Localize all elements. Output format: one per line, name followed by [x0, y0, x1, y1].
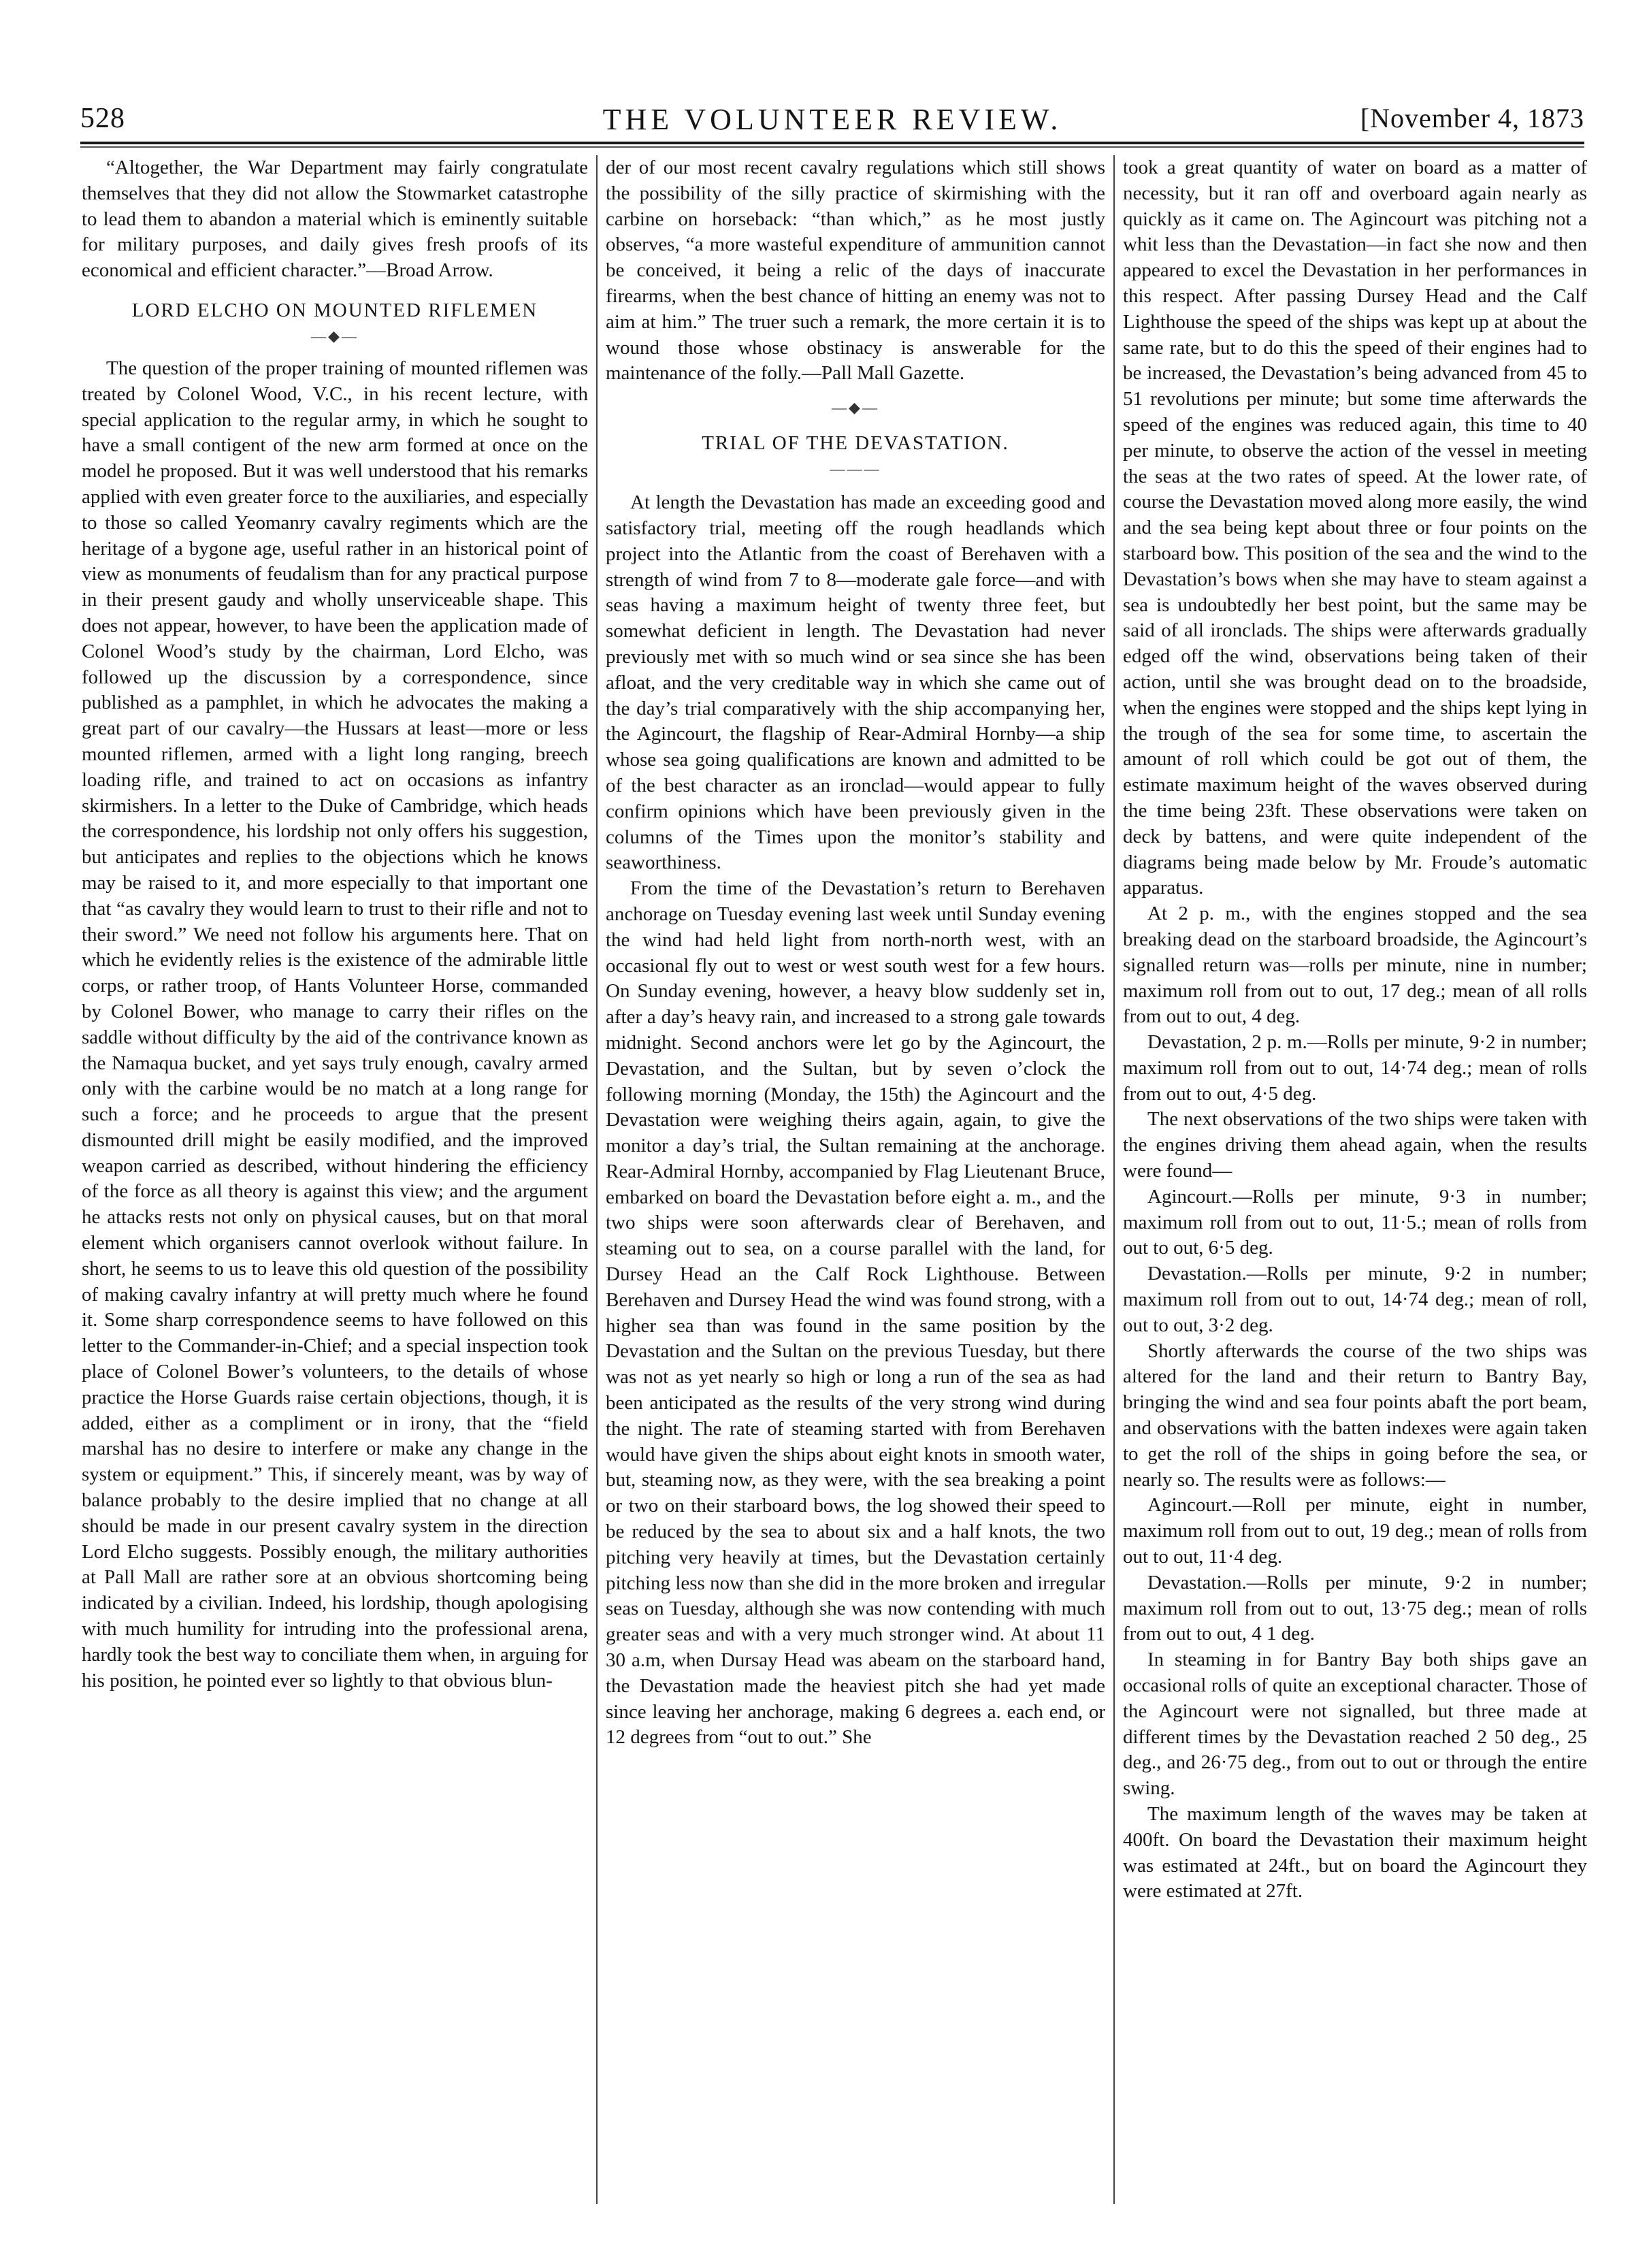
article-paragraph: From the time of the Devastation’s return to Berehaven anchorage on Tuesday evening last week until Sunday evening the wind had held light from north-north west, with an occasional fly out to west or west south west for a few hours. On Sunday evening, however, a heavy blow suddenly set in, after a day’s heavy rain, and increased to a strong gale towards midnight. Second anchors were let go by the Agincourt, the Devastation, and the Sultan, but by seven o’clock the following morning (Monday, the 15th) the Agincourt and the Devastation were weighing theirs again, again, to give the monitor a day’s trial, the Sultan remaining at the anchorage. Rear-Admiral Hornby, accompanied by Flag Lieutenant Bruce, embarked on board the Devastation before eight a. m., and the two ships were soon afterwards clear of Berehaven, and steaming out to sea, on a course parallel with the land, for Dursey Head an the Calf Rock Lighthouse. Between Berehaven and Dursey Head the wind was found strong, with a higher sea than was found in the same position by the Devastation and the Sultan on the previous Tuesday, but there was not as yet nearly so high or long a run of the sea as had been anticipated as the results of the very strong wind during the night. The rate of steaming started with from Berehaven would have given the ships about eight knots in smooth water, but, steaming now, as they were, with the sea breaking a point or two on their starboard bows, the log showed their speed to be reduced by the sea to about six and a half knots, the two pitching very heavily at times, but the Devastation certainly pitching less now than she did in the more broken and irregular seas on Tuesday, although she was now contending with much greater seas and with a very much stronger wind. At about 11 30 a.m, when Dursay Head was abeam on the starboard hand, the Devastation made the heaviest pitch she had yet made since leaving her anchorage, making 6 degrees a. each end, or 12 degrees from “out to out.” She	[606, 877, 1105, 1749]
header-rule	[80, 142, 1584, 144]
column-divider	[1113, 155, 1115, 2204]
column-2	[606, 155, 1105, 2204]
article-paragraph: der of our most recent cavalry regulations which still shows the possibility of the silly practice of skirmishing with the carbine on horseback: “than which,” as he most justly observes, “a more wasteful expenditure of ammunition cannot be conceived, it being a relic of the days of inaccurate firearms, when the best chance of hitting an enemy was not to aim at him.” The truer such a remark, the more certain it is to wound those whose obstinacy is answerable for the maintenance of the folly.—Pall Mall Gazette.	[606, 157, 1105, 385]
article-paragraph: took a great quantity of water on board as a matter of necessity, but it ran off and overboard again nearly as quickly as it came on. The Agincourt was pitching not a whit less than the Devastation—in fact she now and then appeared to excel the Devastation in her performances in this respect. After passing Dursey Head and the Calf Lighthouse the speed of the ships was kept up at about the same rate, but to do this the speed of their engines had to be increased, the Devastation’s being advanced from 45 to 51 revolutions per minute; but some time afterwards the speed of the engines was reduced again, this time to 40 per minute, to observe the action of the vessel in meeting the seas at the two rates of speed. At the lower rate, of course the Devastation moved along more easily, the wind and the sea being kept about three or four points on the starboard bow. This position of the sea and the wind to the Devastation’s bows when she may have to steam against a sea is undoubtedly her best point, but the same may be said of all ironclads. The ships were afterwards gradually edged off the wind, observations being taken of their action, until she was brought dead on to the broadside, when the engines were stopped and the ships kept lying in the trough of the sea for some time, to ascertain the amount of roll which could be got out of them, the estimate maximum height of the waves observed during the time being 23ft. These observations were taken on deck by battens, and were quite independent of the diagrams being made below by Mr. Froude’s automatic apparatus.	[1123, 157, 1587, 899]
article-heading: LORD ELCHO ON MOUNTED RIFLEMEN	[131, 299, 538, 321]
article-continuation: “Altogether, the War Department may fairly congratulate themselves that they did not allow the Stowmarket catastrophe to lead them to abandon a material which is eminently suitable for military purposes, and daily gives fresh proofs of its economical and efficient character.”—Broad Arrow.	[82, 157, 588, 282]
header-rule-thin	[80, 146, 1584, 148]
observation-paragraph: Shortly afterwards the course of the two ships was altered for the land and their return to Bantry Bay, bringing the wind and sea four points abaft the port beam, and observations with the batten indexes were again taken to get the roll of the ships in going before the sea, or nearly so. The results were as follows:—	[1123, 1340, 1587, 1491]
observation-paragraph: Agincourt.—Rolls per minute, 9·3 in number; maximum roll from out to out, 11·5.; mean of rolls from out to out, 6·5 deg.	[1123, 1185, 1587, 1259]
observation-paragraph: Devastation.—Rolls per minute, 9·2 in number; maximum roll from out to out, 13·75 deg.; mean of rolls from out to out, 4 1 deg.	[1123, 1571, 1587, 1645]
heading-rule: ———	[830, 460, 881, 478]
observation-paragraph: At 2 p. m., with the engines stopped and the sea breaking dead on the starboard broadside, the Agincourt’s signalled return was—rolls per minute, nine in number; maximum roll from out to out, 17 deg.; mean of all rolls from out to out, 4 deg.	[1123, 903, 1587, 1028]
observation-paragraph: The maximum length of the waves may be taken at 400ft. On board the Devastation their maximum height was estimated at 24ft., but on board the Agincourt they were estimated at 27ft.	[1123, 1803, 1587, 1902]
page-number: 528	[80, 103, 125, 134]
observation-paragraph: Devastation.—Rolls per minute, 9·2 in number; maximum roll from out to out, 14·74 deg.; mean of roll, out to out, 3·2 deg.	[1123, 1263, 1587, 1336]
column-3	[1123, 155, 1587, 2204]
section-ornament: —◆—	[832, 399, 879, 417]
observation-paragraph: The next observations of the two ships were taken with the engines driving them ahead again, when the results were found—	[1123, 1108, 1587, 1182]
heading-ornament: —◆—	[311, 327, 359, 344]
observation-paragraph: In steaming in for Bantry Bay both ships gave an occasional rolls of quite an exceptional character. Those of the Agincourt were not signalled, but three made at different times by the Devastation reached 2 50 deg., 25 deg., and 26·75 deg., from out to out or through the entire swing.	[1123, 1649, 1587, 1800]
issue-date: [November 4, 1873	[1360, 103, 1584, 133]
article-heading: TRIAL OF THE DEVASTATION.	[702, 432, 1009, 455]
observation-paragraph: Devastation, 2 p. m.—Rolls per minute, 9·2 in number; maximum roll from out to out, 14·74 deg.; mean of rolls from out to out, 4·5 deg.	[1123, 1031, 1587, 1105]
column-divider	[596, 155, 598, 2204]
publication-title: THE VOLUNTEER REVIEW.	[602, 103, 1062, 136]
column-1	[82, 155, 588, 2204]
observation-paragraph: Agincourt.—Roll per minute, eight in number, maximum roll from out to out, 19 deg.; mean of rolls from out to out, 11·4 deg.	[1123, 1494, 1587, 1568]
article-paragraph: At length the Devastation has made an exceeding good and satisfactory trial, meeting off the rough headlands which project into the Atlantic from the coast of Berehaven with a strength of wind from 7 to 8—moderate gale force—and with seas having a maximum height of twenty three feet, but somewhat deficient in length. The Devastation had never previously met with so much wind or sea since she has been afloat, and the very creditable way in which she came out of the day’s trial comparatively with the ship accompanying her, the Agincourt, the flagship of Rear-Admiral Hornby—a ship whose sea going qualifications are known and admitted to be of the best character as an ironclad—would appear to fully confirm opinions which have been previously given in the columns of the Times upon the monitor’s stability and seaworthiness.	[606, 491, 1105, 874]
page-header	[80, 102, 1584, 157]
article-paragraph: The question of the proper training of mounted riflemen was treated by Colonel Wood, V.C., in his recent lecture, with special application to the regular army, in which he sought to have a small contigent of the new arm formed at once on the model he proposed. But it was well understood that his remarks applied with even greater force to the auxiliaries, and especially to those so called Yeomanry cavalry regiments which are the heritage of a bygone age, useful rather in an historical point of view as monuments of feudalism than for any practical purpose in their present gaudy and wholly unserviceable shape. This does not appear, however, to have been the application made of Colonel Wood’s study by the chairman, Lord Elcho, was followed up the discussion by a correspondence, since published as a pamphlet, in which he advocates the making a great part of our cavalry—the Hussars at least—more or less mounted riflemen, armed with a light long ranging, breech loading rifle, and trained to act on occasions as infantry skirmishers. In a letter to the Duke of Cambridge, which heads the correspondence, his lordship not only offers his suggestion, but anticipates and replies to the objections which he knows may be raised to it, and more especially to that important one that “as cavalry they would learn to trust to their rifle and not to their sword.” We need not follow his arguments here. That on which he evidently relies is the existence of the admirable little corps, or rather troop, of Hants Volunteer Horse, commanded by Colonel Bower, who manage to carry their rifles on the saddle without difficulty by the aid of the contrivance known as the Namaqua bucket, and yet says truly enough, cavalry armed only with the carbine would be no match at a long range for such a force; and he proceeds to argue that the present dismounted drill might be easily modified, and the improved weapon carried as described, without hindering the efficiency of the force as all theory is against this view; and the argument he attacks rests not only on physical causes, but on that moral element which organisers cannot overlook without failure. In short, he seems to us to leave this old question of the possibility of making cavalry infantry at will pretty much where he found it. Some sharp correspondence seems to have followed on this letter to the Commander-in-Chief; and a special inspection took place of Colonel Bower’s volunteers, to the details of whose practice the Horse Guards raise certain objections, though, it is added, either as a compliment or in irony, that the “field marshal has no desire to interfere or make any change in the system or equipment.” This, if sincerely meant, was by way of balance probably to the desire implied that no change at all should be made in our present cavalry system in the direction Lord Elcho suggests. Possibly enough, the military authorities at Pall Mall are rather sore at an obvious shortcoming being indicated by a civilian. Indeed, his lordship, though apologising with much humility for intruding into the professional arena, hardly took the best way to conciliate them when, in arguing for his position, he pointed ever so lightly to that obvious blun-	[82, 357, 588, 1691]
